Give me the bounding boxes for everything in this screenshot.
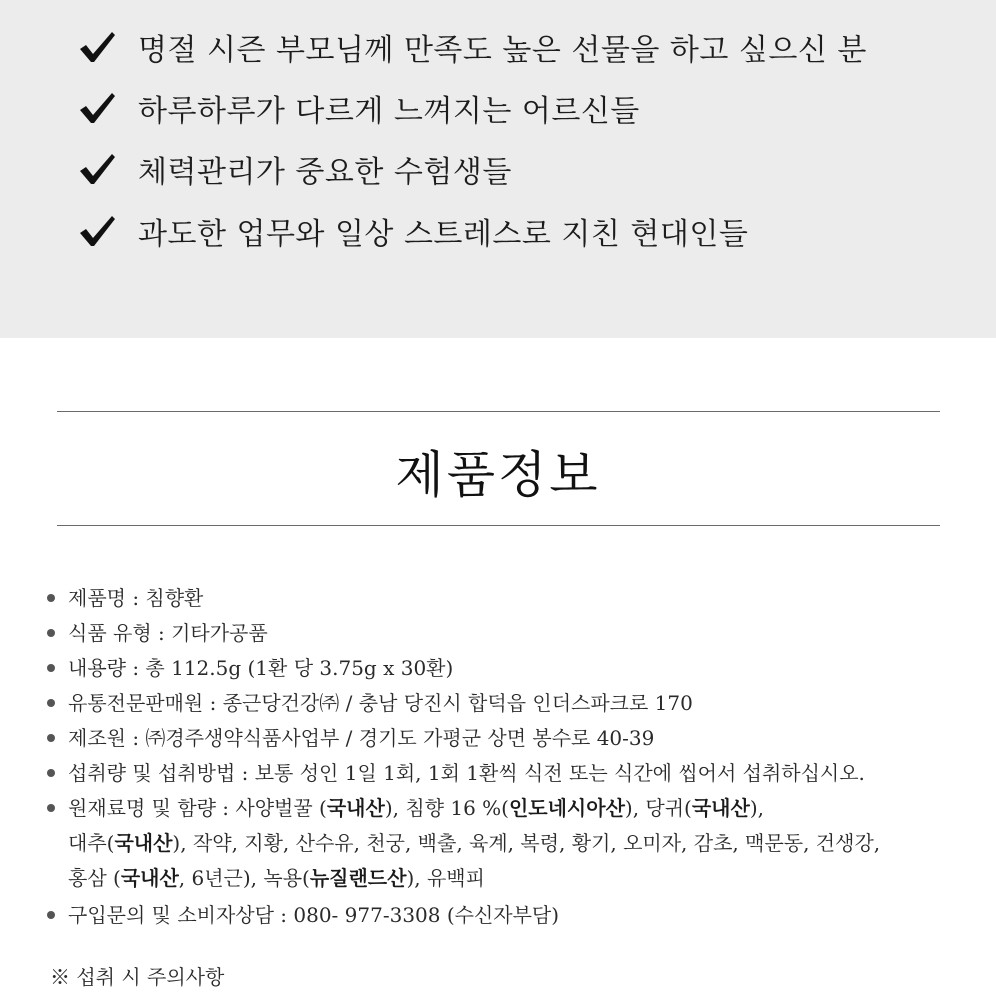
origin-label: 인도네시아산 [508, 796, 625, 820]
benefit-item [78, 86, 640, 130]
benefit-item [78, 209, 748, 253]
target-customers-panel [0, 0, 996, 338]
caution-heading: ※ 섭취 시 주의사항 [50, 965, 225, 989]
origin-label: 국내산 [120, 866, 179, 890]
checkmark-icon [78, 152, 116, 186]
ingredients-text: 홍삼 ( [68, 866, 121, 890]
ingredients-text: ), 침향 16 %( [384, 796, 509, 820]
ingredients-line-1 [68, 794, 764, 822]
benefit-text: 과도한 업무와 일상 스트레스로 지친 현대인들 [138, 217, 749, 252]
ingredients-text: ), 당귀( [624, 796, 692, 820]
bullet-dot [47, 629, 55, 637]
bullet-dot [47, 734, 55, 742]
bullet-dot [47, 664, 55, 672]
info-text: 내용량 : 총 112.5g (1환 당 3.75g x 30환) [68, 656, 454, 680]
benefit-item [78, 147, 512, 191]
checkmark-icon [78, 214, 116, 248]
title-top-divider [57, 411, 940, 412]
bullet-dot [47, 911, 55, 919]
ingredients-text: 원재료명 및 함량 : 사양벌꿀 ( [68, 796, 327, 820]
ingredients-text: 대추( [68, 831, 115, 855]
title-bottom-divider [57, 525, 940, 526]
info-text: 식품 유형 : 기타가공품 [68, 621, 268, 645]
info-text: 제품명 : 침향환 [68, 586, 204, 610]
checkmark-icon [78, 30, 116, 64]
ingredients-text: , 6년근), 녹용( [178, 866, 310, 890]
ingredients-text: ), 작약, 지황, 산수유, 천궁, 백출, 육계, 복령, 황기, 오미자, 감초, 맥문동, 건생강, [172, 831, 881, 855]
benefit-text: 명절 시즌 부모님께 만족도 높은 선물을 하고 싶으신 분 [138, 33, 867, 68]
bullet-dot [47, 699, 55, 707]
info-text: 구입문의 및 소비자상담 : 080- 977-3308 (수신자부담) [68, 903, 560, 927]
benefit-text: 체력관리가 중요한 수험생들 [138, 155, 512, 190]
info-text: 섭취량 및 섭취방법 : 보통 성인 1일 1회, 1회 1환씩 식전 또는 식간에 씹어서 섭취하십시오. [68, 761, 865, 785]
section-title: 제품정보 [395, 446, 601, 504]
origin-label: 국내산 [691, 796, 750, 820]
info-text: 유통전문판매원 : 종근당건강㈜ / 충남 당진시 합덕읍 인더스파크로 170 [68, 691, 693, 715]
ingredients-line-2 [68, 829, 880, 857]
benefit-item [78, 25, 867, 69]
info-text: 제조원 : ㈜경주생약식품사업부 / 경기도 가평군 상면 봉수로 40-39 [68, 726, 655, 750]
benefit-text: 하루하루가 다르게 느껴지는 어르신들 [138, 94, 640, 129]
bullet-dot [47, 804, 55, 812]
bullet-dot [47, 594, 55, 602]
ingredients-line-3 [68, 864, 485, 892]
ingredients-text: ), 유백피 [406, 866, 485, 890]
checkmark-icon [78, 91, 116, 125]
bullet-dot [47, 769, 55, 777]
ingredients-text: ), [749, 796, 764, 820]
origin-label: 국내산 [114, 831, 173, 855]
origin-label: 국내산 [326, 796, 385, 820]
origin-label: 뉴질랜드산 [309, 866, 407, 890]
